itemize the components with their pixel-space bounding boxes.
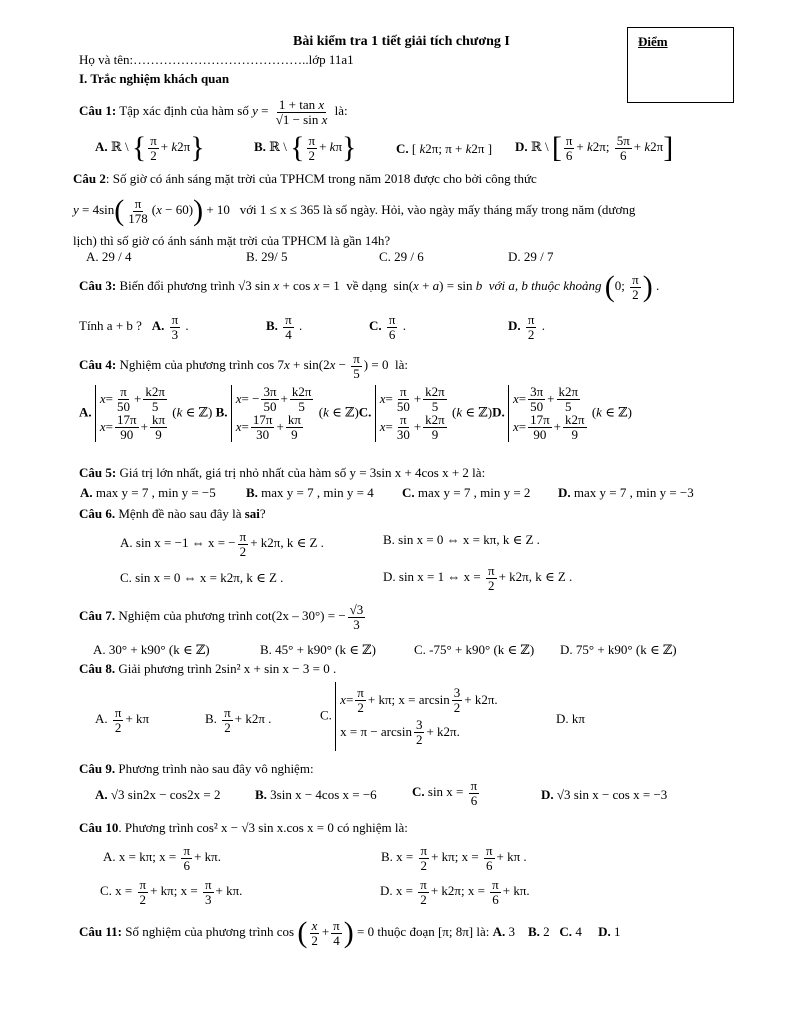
name-line: Họ và tên:…………………………………..lớp 11a1 [79, 52, 354, 67]
question-1: Câu 1: Tập xác định của hàm số y = $\frac{\text{1 + tan x}}{\text{√1 − sin x}}$ là: [79, 97, 348, 127]
q7-answer-c: C. -75° + k90° (k ∈ ℤ) [414, 642, 535, 657]
q6-answer-d: D. sin x = 1 ⇔ x = $\frac{\pi}{2}$ + k2π, k ∈ Z . [383, 563, 573, 593]
q6-answer-b: B. sin x = 0 ⇔ x = kπ, k ∈ Z . [383, 532, 540, 547]
q2-line3: lịch) thì số giờ có ánh sánh mặt trời của TPHCM là gần 14h? [73, 233, 391, 248]
q5-answer-b: B. max y = 7 , min y = 4 [246, 485, 374, 500]
q7-answer-d: D. 75° + k90° (k ∈ ℤ) [560, 642, 677, 657]
q10-answer-d: D. x = $\frac{\pi}{2}$ + k2π; x = $\frac{\pi}{6}$ + kπ. [380, 877, 530, 907]
score-label: Điểm [638, 34, 668, 49]
q10-answer-b: B. x = $\frac{\pi}{2}$ + kπ; x = $\frac{\pi}{6}$ + kπ . [381, 843, 527, 873]
question-3: Câu 3: Biến đổi phương trình √3 sin x + cos x = 1 về dạng sin(x + a) = sin b với a, b thuộc khoảng (0; $\frac{\pi}{2}$ ) . [79, 270, 660, 303]
q8-answer-a: A. $\frac{\pi}{2}$ + kπ [95, 705, 150, 735]
q2-answer-d: D. 29 / 7 [508, 249, 554, 264]
q10-answer-a: A. x = kπ; x = $\frac{\pi}{6}$ + kπ. [103, 843, 221, 873]
q9-answer-a: A. √3 sin2x − cos2x = 2 [95, 787, 221, 802]
page-title: Bài kiểm tra 1 tiết giải tích chương I [293, 34, 510, 49]
question-6: Câu 6. Mệnh đề nào sau đây là sai? [79, 506, 266, 521]
q6-answer-a: A. sin x = −1 ⇔ x = − $\frac{\pi}{2}$ + k2π, k ∈ Z . [120, 529, 324, 559]
q2-answer-b: B. 29/ 5 [246, 249, 288, 264]
q2-formula: y = 4sin( $\frac{\pi}{178}$ (x − 60)) + 10 với 1 ≤ x ≤ 365 là số ngày. Hỏi, vào ngày mấy tháng mấy trong năm (dương [73, 194, 636, 227]
q3-answer-b: B. $\frac{\pi}{4}$ . [266, 312, 303, 342]
q8-answer-c: C. x = $\frac{\pi}{2}$ + kπ; x = arcsin $\frac{3}{2}$ + k2π. x = π − arcsin $\frac{3}{2}$ + k2π. [320, 682, 498, 751]
question-5: Câu 5: Giá trị lớn nhất, giá trị nhỏ nhất của hàm số y = 3sin x + 4cos x + 2 là: [79, 465, 486, 480]
q3-answer-c: C. $\frac{\pi}{6}$ . [369, 312, 406, 342]
q3-answer-d: D. $\frac{\pi}{2}$ . [508, 312, 545, 342]
score-box [627, 27, 734, 103]
q6-answer-c: C. sin x = 0 ⇔ x = k2π, k ∈ Z . [120, 570, 284, 585]
q1-answer-c: C. [ k2π; π + k2π ] [396, 141, 493, 156]
q9-answer-d: D. √3 sin x − cos x = −3 [541, 787, 668, 802]
q8-answer-d: D. kπ [556, 711, 585, 726]
q1-answer-b: B. ℝ \ { $\frac{\pi}{2}$ + kπ} [254, 131, 357, 164]
section-title: I. Trắc nghiệm khách quan [79, 71, 230, 86]
q8-answer-b: B. $\frac{\pi}{2}$ + k2π . [205, 705, 272, 735]
q5-answer-d: D. max y = 7 , min y = −3 [558, 485, 694, 500]
question-4: Câu 4: Nghiệm của phương trình cos 7x + sin(2x − $\frac{\pi}{5}$ ) = 0 là: [79, 351, 408, 381]
q5-answer-a: A. max y = 7 , min y = −5 [80, 485, 216, 500]
q5-answer-c: C. max y = 7 , min y = 2 [402, 485, 531, 500]
question-9: Câu 9. Phương trình nào sau đây vô nghiệm: [79, 761, 314, 776]
q9-answer-c: C. sin x = $\frac{\pi}{6}$ [412, 778, 478, 808]
q9-answer-b: B. 3sin x − 4cos x = −6 [255, 787, 377, 802]
question-10: Câu 10. Phương trình cos² x − √3 sin x.cos x = 0 có nghiệm là: [79, 820, 408, 835]
q4-answers: A. x = $\frac{\pi}{50}$ + $\frac{k2\pi}{5}$ x = $\frac{17\pi}{90}$ + $\frac{k\pi}{9}$ (k ∈ ℤ) B. x = − $\frac{3\pi}{50}$ + $\frac{k2\pi}{5}$ x = $\frac{17\pi}{30}$ + $\frac{k\pi}{9}$ (k ∈ ℤ)C. x = $\frac{\pi}{50}$ + $\frac{k2\pi}{5}$ x = $\frac{\pi}{30}$ + $\frac{k2\pi}{9}$ (k ∈ ℤ)D. x = $\frac{3\pi}{50}$ + $\frac{k2\pi}{5}$ x = $\frac{17\pi}{90}$ + $\frac{k2\pi}{9}$ (k ∈ ℤ) [79, 384, 632, 442]
q3-ask: Tính a + b ? A. $\frac{\pi}{3}$ . [79, 312, 189, 342]
q1-answer-d: D. ℝ \ [ $\frac{\pi}{6}$ + k2π; $\frac{5\pi}{6}$ + k2π] [515, 131, 674, 164]
question-2: Câu 2: Số giờ có ánh sáng mặt trời của TPHCM trong năm 2018 được cho bởi công thức [73, 171, 537, 186]
question-8: Câu 8. Giải phương trình 2sin² x + sin x − 3 = 0 . [79, 661, 337, 676]
q10-answer-c: C. x = $\frac{\pi}{2}$ + kπ; x = $\frac{\pi}{3}$ + kπ. [100, 877, 243, 907]
q7-answer-b: B. 45° + k90° (k ∈ ℤ) [260, 642, 376, 657]
q2-answer-a: A. 29 / 4 [86, 249, 132, 264]
question-7: Câu 7. Nghiệm của phương trình cot(2x – 30°) = − $\frac{√3}{3}$ [79, 602, 364, 632]
question-11: Câu 11: Số nghiệm của phương trình cos ( $\frac{x}{2}$ + $\frac{\pi}{4}$ ) = 0 thuộc đoạn [π; 8π] là: A. 3 B. 2 C. 4 D. 1 [79, 916, 621, 949]
q2-answer-c: C. 29 / 6 [379, 249, 424, 264]
q7-answer-a: A. 30° + k90° (k ∈ ℤ) [93, 642, 210, 657]
q1-answer-a: A. ℝ \ { $\frac{\pi}{2}$ + k2π} [95, 131, 205, 164]
